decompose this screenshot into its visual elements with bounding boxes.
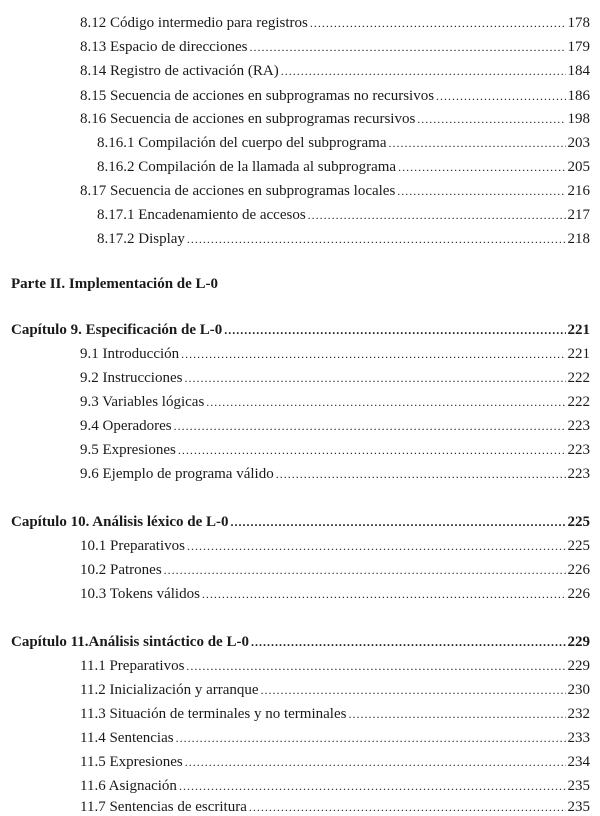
toc-entry-page: 234 [567,754,590,770]
toc-entry-page: 230 [567,682,590,698]
toc-entry-label: 11.5 Expresiones [80,754,183,770]
leader-dots [164,561,566,579]
toc-entry[interactable] [80,393,590,411]
toc-entry-label: 10.3 Tokens válidos [80,586,200,602]
toc-entry-page: 179 [567,39,590,55]
toc-entry[interactable] [80,38,590,56]
toc-entry-label: 11.6 Asignación [80,778,177,794]
leader-dots [187,230,566,248]
toc-entry-page: 221 [567,346,590,362]
toc-entry[interactable] [97,230,590,248]
leader-dots [308,206,566,224]
toc-entry-label: 8.15 Secuencia de acciones en subprogramas no recursivos [80,88,435,104]
toc-entry[interactable] [80,585,590,603]
toc-entry-label: 11.3 Situación de terminales y no terminales [80,706,347,722]
toc-entry-label: 9.2 Instrucciones [80,370,183,386]
chapter-page: 229 [567,634,590,650]
leader-dots [231,513,566,531]
toc-entry-label: 9.6 Ejemplo de programa válido [80,466,274,482]
leader-dots [281,62,566,80]
toc-entry-label: 11.1 Preparativos [80,658,185,674]
leader-dots [174,417,566,435]
leader-dots [186,657,565,675]
leader-dots [310,14,566,32]
toc-entry-page: 217 [567,207,590,223]
leader-dots [261,681,566,699]
toc-entry-page: 229 [567,658,590,674]
toc-entry[interactable] [80,537,590,555]
toc-entry-label: 8.17 Secuencia de acciones en subprogramas locales [80,183,396,199]
leader-dots [224,321,565,339]
toc-entry[interactable] [80,417,590,435]
leader-dots [181,345,565,363]
toc-entry-page: 233 [567,730,590,746]
toc-entry[interactable] [80,14,590,32]
toc-entry[interactable] [80,729,590,747]
toc-entry[interactable] [97,134,590,152]
chapter-title: Capítulo 11.Análisis sintáctico de L-0 [11,634,249,650]
chapter-entry[interactable] [11,633,590,651]
toc-entry-label: 8.16.1 Compilación del cuerpo del subprograma [97,135,387,151]
toc-entry-label: 8.14 Registro de activación (RA) [80,63,279,79]
toc-entry[interactable] [80,657,590,675]
toc-entry[interactable] [80,561,590,579]
toc-entry-page: 216 [567,183,590,199]
chapter-entry[interactable] [11,513,590,531]
chapter-page: 225 [567,514,590,530]
leader-dots [276,465,566,483]
chapter-page: 221 [567,322,590,338]
toc-entry-page: 186 [567,88,590,104]
toc-entry-label: 9.4 Operadores [80,418,172,434]
toc-entry[interactable] [80,62,590,80]
toc-entry-page: 226 [567,586,590,602]
leader-dots [348,705,565,723]
toc-entry[interactable] [80,345,590,363]
toc-entry-page: 223 [567,466,590,482]
toc-entry[interactable] [80,681,590,699]
leader-dots [202,585,566,603]
toc-entry-label: 8.16 Secuencia de acciones en subprogramas recursivos [80,111,416,127]
toc-entry[interactable] [80,110,590,128]
toc-entry[interactable] [80,182,590,200]
leader-dots [178,441,566,459]
toc-entry-label: 8.17.2 Display [97,231,185,247]
toc-entry[interactable] [80,87,590,105]
toc-entry[interactable] [80,465,590,483]
toc-entry[interactable] [80,705,590,723]
toc-entry-label: 8.17.1 Encadenamiento de accesos [97,207,306,223]
toc-entry[interactable] [97,206,590,224]
toc-entry-label: 11.7 Sentencias de escritura [80,799,247,815]
toc-entry-page: 223 [567,442,590,458]
chapter-title: Capítulo 9. Especificación de L-0 [11,322,223,338]
toc-entry-page: 184 [567,63,590,79]
toc-entry-page: 178 [567,15,590,31]
toc-entry-label: 11.2 Inicialización y arranque [80,682,259,698]
leader-dots [206,393,565,411]
leader-dots [249,38,565,56]
toc-entry-page: 222 [567,370,590,386]
leader-dots [251,633,566,651]
leader-dots [179,777,566,795]
leader-dots [397,182,565,200]
toc-entry-label: 10.2 Patrones [80,562,162,578]
toc-entry-page: 235 [567,778,590,794]
toc-entry-label: 8.12 Código intermedio para registros [80,15,308,31]
toc-entry-page: 205 [567,159,590,175]
toc-entry-page: 222 [567,394,590,410]
leader-dots [176,729,566,747]
toc-entry[interactable] [80,753,590,771]
toc-entry-label: 9.1 Introducción [80,346,180,362]
toc-entry-label: 11.4 Sentencias [80,730,174,746]
toc-entry[interactable] [80,441,590,459]
leader-dots [398,158,565,176]
leader-dots [249,798,566,816]
toc-entry-page: 223 [567,418,590,434]
leader-dots [187,537,566,555]
toc-entry-page: 218 [567,231,590,247]
toc-entry-page: 198 [567,111,590,127]
toc-entry-label: 9.5 Expresiones [80,442,176,458]
toc-entry[interactable] [80,369,590,387]
leader-dots [184,369,565,387]
chapter-title: Capítulo 10. Análisis léxico de L-0 [11,514,229,530]
toc-entry-label: 8.16.2 Compilación de la llamada al subprograma [97,159,397,175]
toc-entry-page: 225 [567,538,590,554]
part-title: Parte II. Implementación de L-0 [11,276,219,292]
toc-entry-label: 10.1 Preparativos [80,538,185,554]
chapter-entry[interactable] [11,321,590,339]
toc-entry[interactable] [97,158,590,176]
leader-dots [417,110,565,128]
toc-entry[interactable] [80,777,590,795]
toc-entry-label: 9.3 Variables lógicas [80,394,205,410]
toc-entry[interactable] [80,798,590,816]
toc-entry-page: 226 [567,562,590,578]
toc-entry-page: 203 [567,135,590,151]
toc-entry-label: 8.13 Espacio de direcciones [80,39,248,55]
leader-dots [436,87,565,105]
leader-dots [185,753,566,771]
toc-entry-page: 235 [567,799,590,815]
toc-entry-page: 232 [567,706,590,722]
leader-dots [389,134,566,152]
